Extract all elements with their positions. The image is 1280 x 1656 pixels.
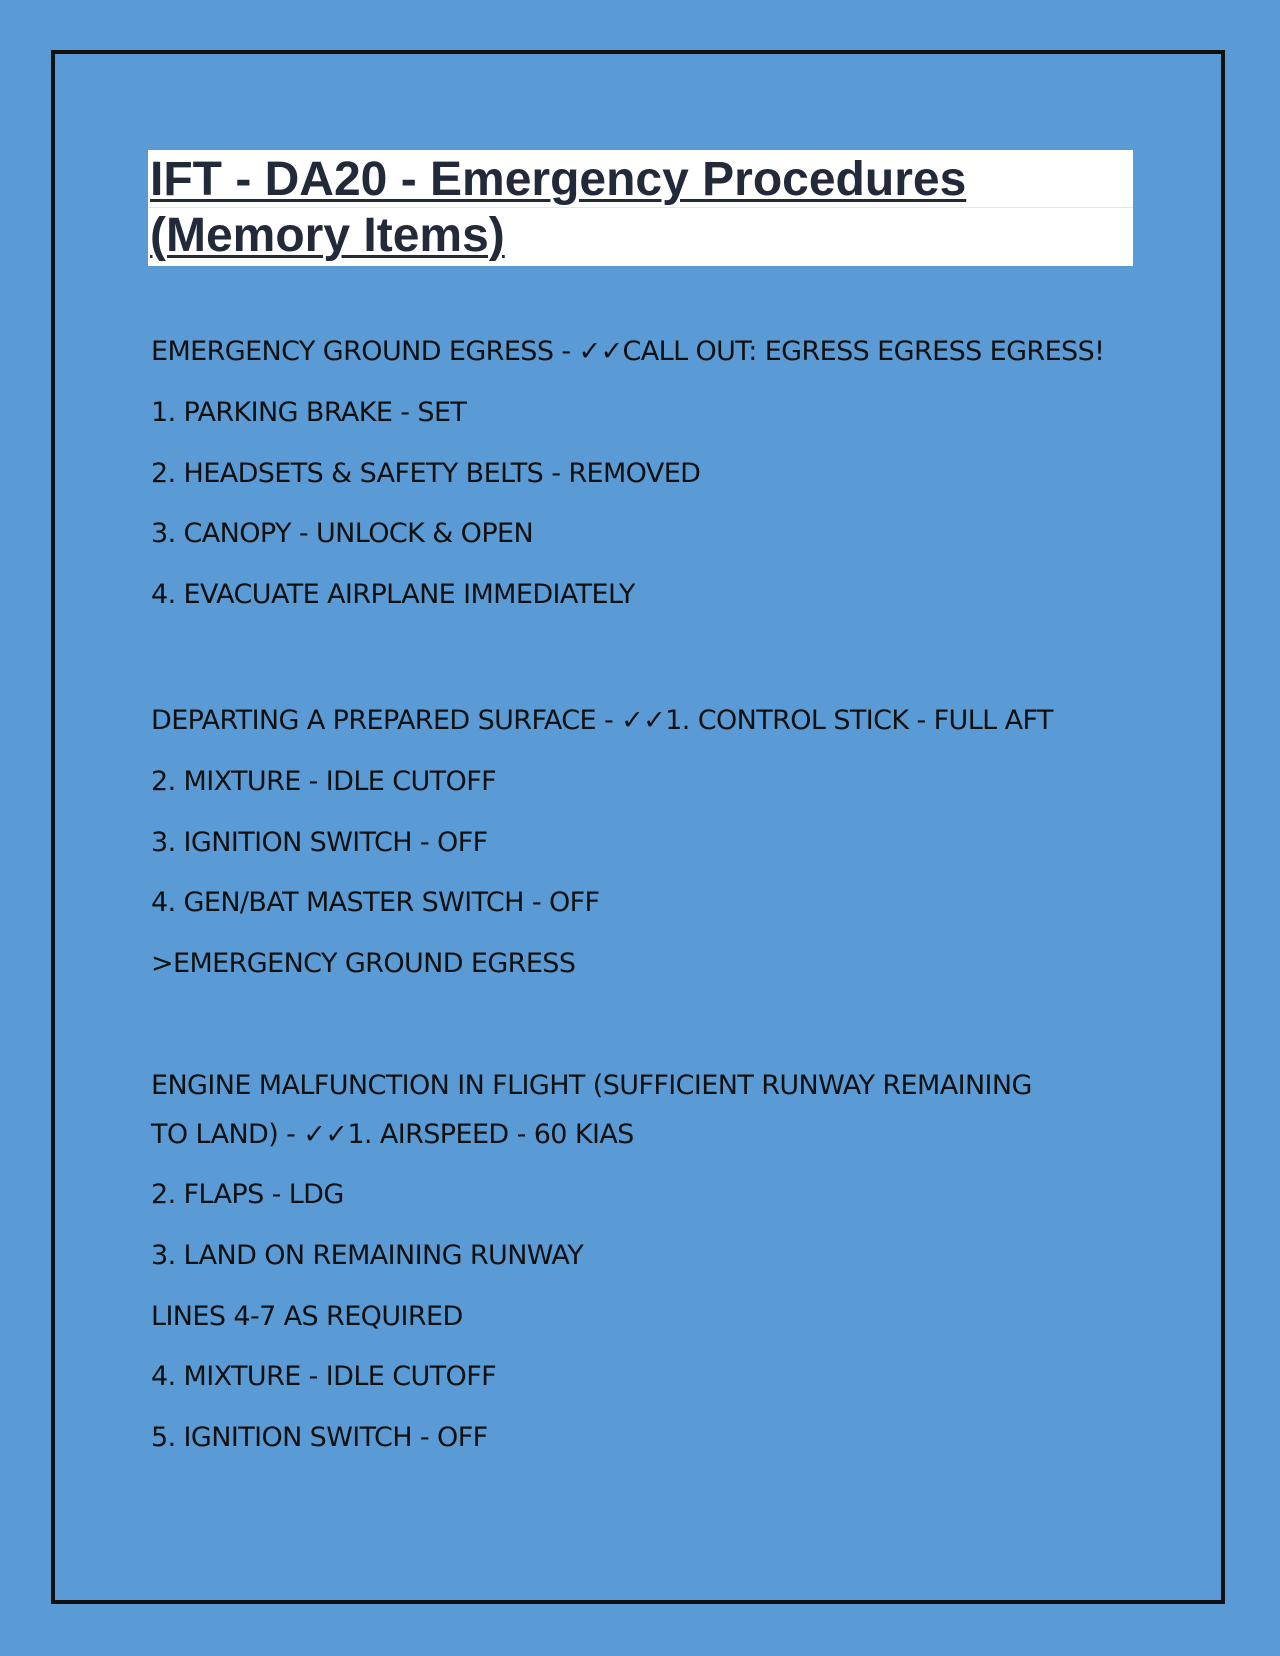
checklist-item: 1. PARKING BRAKE - SET [151, 397, 467, 428]
checklist-note: LINES 4-7 AS REQUIRED [151, 1301, 463, 1332]
checklist-item: 2. FLAPS - LDG [151, 1179, 344, 1210]
checklist-item: 2. HEADSETS & SAFETY BELTS - REMOVED [151, 458, 701, 489]
checklist-item: 3. IGNITION SWITCH - OFF [151, 827, 488, 858]
checklist-item: 3. LAND ON REMAINING RUNWAY [151, 1240, 584, 1271]
section-heading-ground-egress: EMERGENCY GROUND EGRESS - ✓✓CALL OUT: EGRESS EGRESS EGRESS! [151, 336, 1105, 367]
section-heading-engine-malfunction-cont: TO LAND) - ✓✓1. AIRSPEED - 60 KIAS [151, 1119, 634, 1150]
section-heading-engine-malfunction: ENGINE MALFUNCTION IN FLIGHT (SUFFICIENT RUNWAY REMAINING [151, 1070, 1032, 1101]
page-title-line-2: (Memory Items) [150, 209, 505, 262]
page-title-line-1: IFT - DA20 - Emergency Procedures [150, 153, 967, 206]
section-heading-departing-surface: DEPARTING A PREPARED SURFACE - ✓✓1. CONTROL STICK - FULL AFT [151, 705, 1053, 736]
checklist-item: 3. CANOPY - UNLOCK & OPEN [151, 518, 534, 549]
checklist-item: 4. GEN/BAT MASTER SWITCH - OFF [151, 887, 600, 918]
checklist-item: 5. IGNITION SWITCH - OFF [151, 1422, 488, 1453]
checklist-item: 4. EVACUATE AIRPLANE IMMEDIATELY [151, 579, 635, 610]
checklist-item: 4. MIXTURE - IDLE CUTOFF [151, 1361, 497, 1392]
checklist-item: 2. MIXTURE - IDLE CUTOFF [151, 766, 497, 797]
title-box [148, 150, 1133, 266]
checklist-item: >EMERGENCY GROUND EGRESS [151, 948, 576, 979]
